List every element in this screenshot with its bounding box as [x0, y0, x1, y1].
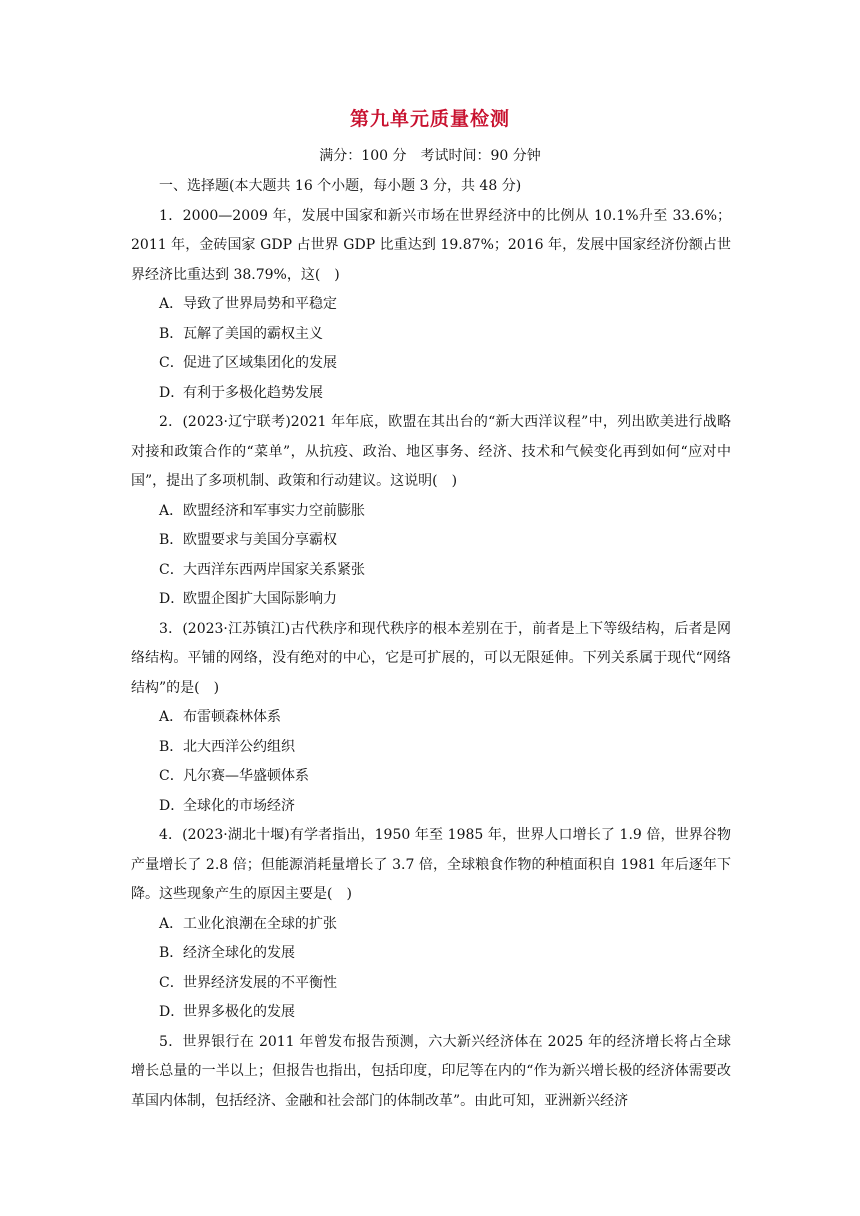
- option-text: 欧盟企图扩大国际影响力: [183, 591, 337, 607]
- question-3: [131, 615, 731, 822]
- option-letter: A．: [159, 709, 184, 725]
- question-5: [131, 1028, 731, 1117]
- option-text: 大西洋东西两岸国家关系紧张: [183, 561, 365, 578]
- option-text: 经济全球化的发展: [183, 945, 295, 961]
- question-1: [131, 202, 731, 409]
- option-letter: D．: [159, 1004, 185, 1020]
- option-c[interactable]: [131, 556, 731, 586]
- option-a[interactable]: [131, 703, 731, 733]
- option-text: 世界经济发展的不平衡性: [183, 974, 337, 991]
- option-a[interactable]: [131, 290, 731, 320]
- exam-content: [131, 172, 731, 1116]
- option-letter: B．: [159, 945, 184, 961]
- question-stem: 3．(2023·江苏镇江)古代秩序和现代秩序的根本差别在于，前者是上下等级结构，后者是网络结构。平铺的网络，没有绝对的中心，它是可扩展的，可以无限延伸。下列关系属于现代“网络结构”的是( ): [131, 620, 731, 696]
- option-c[interactable]: [131, 969, 731, 999]
- question-stem: 5．世界银行在 2011 年曾发布报告预测，六大新兴经济体在 2025 年的经济增长将占全球增长总量的一半以上；但报告也指出，包括印度，印尼等在内的“作为新兴增长极的经济体需要改革国内体制，包括经济、金融和社会部门的体制改革”。由此可知，亚洲新兴经济: [131, 1033, 731, 1109]
- option-c[interactable]: [131, 349, 731, 379]
- option-text: 导致了世界局势和平稳定: [183, 296, 337, 312]
- option-letter: A．: [159, 502, 184, 519]
- option-b[interactable]: [131, 733, 731, 763]
- option-text: 布雷顿森林体系: [183, 709, 281, 725]
- option-text: 工业化浪潮在全球的扩张: [183, 915, 337, 932]
- option-text: 全球化的市场经济: [183, 797, 295, 814]
- option-letter: D．: [159, 797, 185, 814]
- option-text: 瓦解了美国的霸权主义: [183, 325, 323, 342]
- option-letter: C．: [159, 355, 184, 371]
- option-d[interactable]: [131, 792, 731, 822]
- option-b[interactable]: [131, 939, 731, 969]
- option-letter: B．: [159, 738, 184, 755]
- exam-info: 满分：100 分 考试时间：90 分钟: [319, 148, 541, 164]
- option-letter: B．: [159, 325, 184, 342]
- option-letter: A．: [159, 915, 184, 932]
- option-d[interactable]: [131, 379, 731, 409]
- option-letter: C．: [159, 768, 184, 784]
- option-d[interactable]: [131, 998, 731, 1028]
- option-text: 北大西洋公约组织: [183, 738, 295, 755]
- option-d[interactable]: [131, 585, 731, 615]
- option-text: 有利于多极化趋势发展: [183, 384, 323, 401]
- option-text: 欧盟经济和军事实力空前膨胀: [183, 502, 365, 519]
- option-letter: D．: [159, 591, 185, 607]
- option-b[interactable]: [131, 526, 731, 556]
- question-4: [131, 821, 731, 1028]
- option-letter: C．: [159, 974, 184, 991]
- question-2: [131, 408, 731, 615]
- option-c[interactable]: [131, 762, 731, 792]
- question-stem: 4．(2023·湖北十堰)有学者指出，1950 年至 1985 年，世界人口增长了 1.9 倍，世界谷物产量增长了 2.8 倍；但能源消耗量增长了 3.7 倍，全球粮食作物的种植面积自 1981 年后逐年下降。这些现象产生的原因主要是( ): [131, 827, 731, 902]
- option-text: 欧盟要求与美国分享霸权: [183, 532, 337, 548]
- option-a[interactable]: [131, 497, 731, 527]
- option-b[interactable]: [131, 320, 731, 350]
- section-heading: 一、选择题(本大题共 16 个小题，每小题 3 分，共 48 分): [159, 178, 522, 194]
- question-stem: 1．2000—2009 年，发展中国家和新兴市场在世界经济中的比例从 10.1%升至 33.6%；2011 年，金砖国家 GDP 占世界 GDP 比重达到 19.87%；2016 年，发展中国家经济份额占世界经济比重达到 38.79%，这( ): [131, 207, 731, 283]
- option-text: 世界多极化的发展: [183, 1004, 295, 1020]
- option-letter: A．: [159, 296, 184, 312]
- option-a[interactable]: [131, 910, 731, 940]
- option-text: 促进了区域集团化的发展: [183, 355, 337, 371]
- question-stem: 2．(2023·辽宁联考)2021 年年底，欧盟在其出台的“新大西洋议程”中，列出欧美进行战略对接和政策合作的“菜单”，从抗疫、政治、地区事务、经济、技术和气候变化再到如何“应对中国”，提出了多项机制、政策和行动建议。这说明( ): [131, 414, 731, 489]
- option-text: 凡尔赛—华盛顿体系: [183, 768, 309, 784]
- option-letter: D．: [159, 384, 185, 401]
- page-title: 第九单元质量检测: [349, 108, 510, 130]
- option-letter: C．: [159, 561, 184, 578]
- option-letter: B．: [159, 532, 184, 548]
